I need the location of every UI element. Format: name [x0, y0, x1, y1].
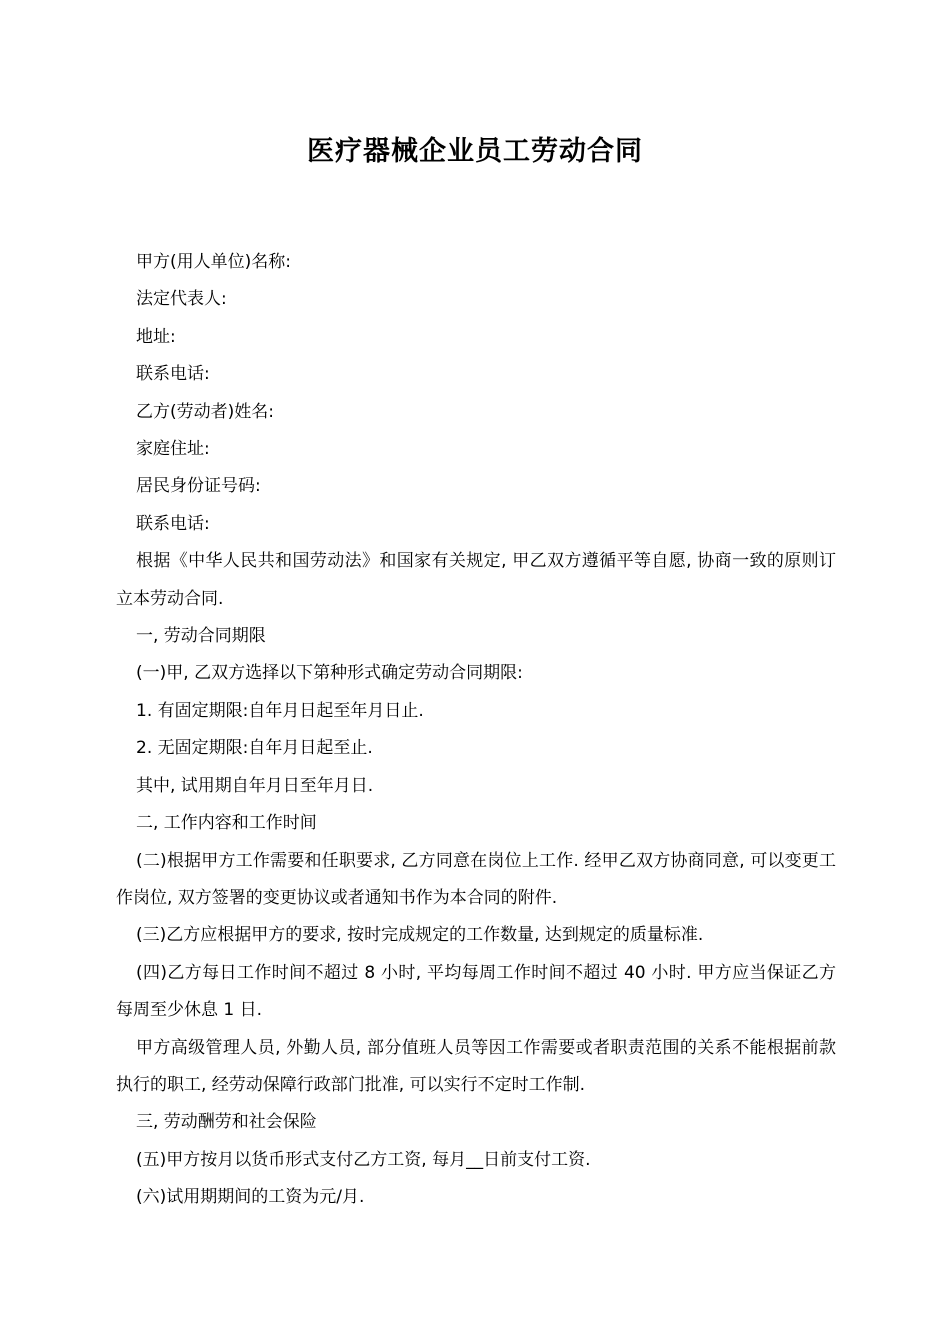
field-legal-representative: 法定代表人: [136, 289, 227, 310]
field-employee-name: 乙方(劳动者)姓名: [136, 401, 274, 422]
clause-3: (三)乙方应根据甲方的要求, 按时完成规定的工作数量, 达到规定的质量标准. [136, 925, 704, 946]
clause-6: (六)试用期期间的工资为元/月. [136, 1187, 365, 1208]
probation-period: 其中, 试用期自年月日至年月日. [136, 775, 374, 796]
clause-2: (二)根据甲方工作需要和任职要求, 乙方同意在岗位上工作. 经甲乙双方协商同意, 可以变更工作岗位, 双方签署的变更协议或者通知书作为本合同的附件. [116, 850, 836, 908]
clause-1-option-2: 2. 无固定期限:自年月日起至止. [136, 738, 373, 759]
field-employee-phone: 联系电话: [136, 513, 210, 534]
section-heading-work: 二, 工作内容和工作时间 [136, 813, 317, 834]
clause-5: (五)甲方按月以货币形式支付乙方工资, 每月__日前支付工资. [136, 1149, 591, 1170]
field-employee-address: 家庭住址: [136, 439, 210, 460]
field-employer-name: 甲方(用人单位)名称: [136, 252, 291, 272]
clause-1-option-1: 1. 有固定期限:自年月日起至年月日止. [136, 700, 424, 721]
document-title: 医疗器械企业员工劳动合同 [307, 136, 643, 167]
clause-4-exception: 甲方高级管理人员, 外勤人员, 部分值班人员等因工作需要或者职责范围的关系不能根据前款执行的职工, 经劳动保障行政部门批准, 可以实行不定时工作制. [116, 1037, 836, 1095]
clause-1: (一)甲, 乙双方选择以下第种形式确定劳动合同期限: [136, 663, 523, 684]
preamble-paragraph: 根据《中华人民共和国劳动法》和国家有关规定, 甲乙双方遵循平等自愿, 协商一致的原则订立本劳动合同. [116, 551, 836, 609]
section-heading-pay: 三, 劳动酬劳和社会保险 [136, 1112, 317, 1133]
field-employer-phone: 联系电话: [136, 364, 210, 385]
document-body [116, 244, 836, 1217]
field-employer-address: 地址: [136, 326, 176, 347]
clause-4: (四)乙方每日工作时间不超过 8 小时, 平均每周工作时间不超过 40 小时. 甲方应当保证乙方每周至少休息 1 日. [116, 962, 836, 1021]
section-heading-term: 一, 劳动合同期限 [136, 626, 266, 647]
field-id-number: 居民身份证号码: [136, 476, 261, 497]
